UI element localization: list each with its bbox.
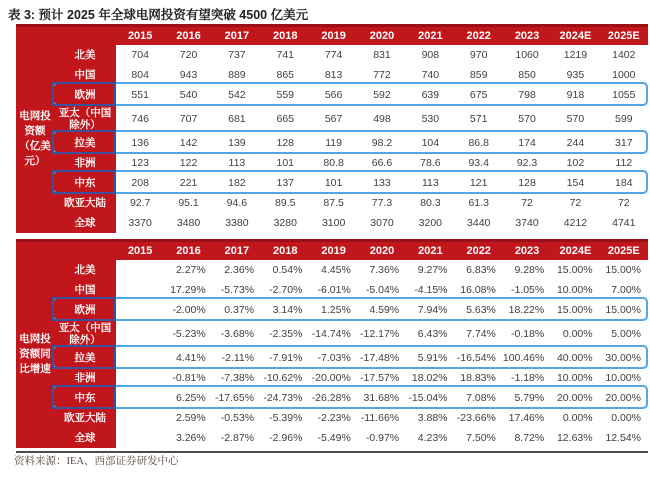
table-row <box>16 388 648 408</box>
table-row <box>16 320 648 348</box>
value-cell: 15.00% <box>551 300 599 320</box>
region-label: 非洲 <box>54 153 116 173</box>
value-cell: 113 <box>406 173 454 193</box>
value-cell: 707 <box>164 105 212 133</box>
year-column-header: 2017 <box>213 26 261 46</box>
value-cell: 77.3 <box>358 193 406 213</box>
value-cell: 704 <box>116 45 164 65</box>
value-cell: -14.74% <box>309 320 357 348</box>
value-cell: 66.6 <box>358 153 406 173</box>
yoy-growth-table <box>16 239 648 453</box>
value-cell: 935 <box>551 65 599 85</box>
value-cell: 113 <box>213 153 261 173</box>
header-corner <box>16 26 116 46</box>
value-cell: 7.94% <box>406 300 454 320</box>
value-cell: -12.17% <box>358 320 406 348</box>
value-cell: 3740 <box>503 213 551 233</box>
value-cell: 4.59% <box>358 300 406 320</box>
region-label: 拉美 <box>54 133 116 153</box>
region-label: 亚太（中国除外） <box>54 105 116 133</box>
table-row <box>16 153 648 173</box>
value-cell: 80.3 <box>406 193 454 213</box>
value-cell: 3.14% <box>261 300 309 320</box>
value-cell: 737 <box>213 45 261 65</box>
year-column-header: 2025E <box>600 26 648 46</box>
tables-area <box>16 24 648 459</box>
value-cell: 93.4 <box>455 153 503 173</box>
region-label: 全球 <box>54 213 116 233</box>
value-cell: -5.73% <box>213 280 261 300</box>
value-cell: 10.00% <box>551 368 599 388</box>
value-cell: 865 <box>261 65 309 85</box>
value-cell: 5.00% <box>600 320 648 348</box>
region-label: 欧亚大陆 <box>54 408 116 428</box>
value-cell: -7.03% <box>309 348 357 368</box>
value-cell: 741 <box>261 45 309 65</box>
value-cell: 918 <box>551 85 599 105</box>
value-cell: -0.97% <box>358 428 406 448</box>
region-label: 非洲 <box>54 368 116 388</box>
value-cell: 72 <box>503 193 551 213</box>
value-cell: 889 <box>213 65 261 85</box>
value-cell: 6.25% <box>164 388 212 408</box>
year-column-header: 2024E <box>551 241 599 261</box>
table-row <box>16 65 648 85</box>
year-column-header: 2023 <box>503 26 551 46</box>
value-cell <box>116 260 164 280</box>
value-cell: 101 <box>309 173 357 193</box>
year-column-header: 2019 <box>309 26 357 46</box>
value-cell: 139 <box>213 133 261 153</box>
value-cell: 40.00% <box>551 348 599 368</box>
year-column-header: 2024E <box>551 26 599 46</box>
table-row <box>16 45 648 65</box>
value-cell: -16.54% <box>455 348 503 368</box>
region-label: 北美 <box>54 260 116 280</box>
year-column-header: 2016 <box>164 241 212 261</box>
value-cell: 681 <box>213 105 261 133</box>
value-cell: -17.65% <box>213 388 261 408</box>
table-row <box>16 408 648 428</box>
value-cell: 9.27% <box>406 260 454 280</box>
value-cell: 5.79% <box>503 388 551 408</box>
value-cell: 908 <box>406 45 454 65</box>
value-cell: -7.91% <box>261 348 309 368</box>
value-cell: 943 <box>164 65 212 85</box>
value-cell: 10.00% <box>600 368 648 388</box>
value-cell: 831 <box>358 45 406 65</box>
value-cell: -5.39% <box>261 408 309 428</box>
value-cell: 570 <box>551 105 599 133</box>
value-cell: 2.59% <box>164 408 212 428</box>
value-cell: 15.00% <box>551 260 599 280</box>
value-cell: -2.11% <box>213 348 261 368</box>
region-label: 中国 <box>54 65 116 85</box>
year-column-header: 2020 <box>358 26 406 46</box>
value-cell: -17.57% <box>358 368 406 388</box>
table-row <box>16 260 648 280</box>
value-cell: -1.05% <box>503 280 551 300</box>
value-cell: 244 <box>551 133 599 153</box>
value-cell: 6.43% <box>406 320 454 348</box>
value-cell: 174 <box>503 133 551 153</box>
value-cell: 774 <box>309 45 357 65</box>
value-cell: 128 <box>503 173 551 193</box>
year-column-header: 2015 <box>116 241 164 261</box>
table-row <box>16 173 648 193</box>
value-cell: 102 <box>551 153 599 173</box>
value-cell: -4.15% <box>406 280 454 300</box>
year-column-header: 2018 <box>261 241 309 261</box>
value-cell: 104 <box>406 133 454 153</box>
value-cell: 142 <box>164 133 212 153</box>
value-cell: 3100 <box>309 213 357 233</box>
value-cell: 112 <box>600 153 648 173</box>
value-cell: 5.63% <box>455 300 503 320</box>
value-cell: 89.5 <box>261 193 309 213</box>
year-column-header: 2016 <box>164 26 212 46</box>
value-cell: 72 <box>600 193 648 213</box>
value-cell: 4.41% <box>164 348 212 368</box>
value-cell: -17.48% <box>358 348 406 368</box>
value-cell: -2.96% <box>261 428 309 448</box>
value-cell: -2.00% <box>164 300 212 320</box>
region-label: 欧洲 <box>54 85 116 105</box>
table-row <box>16 368 648 388</box>
value-cell: 4.45% <box>309 260 357 280</box>
value-cell: 850 <box>503 65 551 85</box>
table-row <box>16 133 648 153</box>
region-label: 亚太（中国除外） <box>54 320 116 348</box>
value-cell: 570 <box>503 105 551 133</box>
table-row <box>16 300 648 320</box>
value-cell: 80.8 <box>309 153 357 173</box>
value-cell: -5.04% <box>358 280 406 300</box>
value-cell: 4212 <box>551 213 599 233</box>
region-label: 中东 <box>54 173 116 193</box>
year-column-header: 2017 <box>213 241 261 261</box>
value-cell: 1402 <box>600 45 648 65</box>
value-cell: -3.68% <box>213 320 261 348</box>
value-cell: 804 <box>116 65 164 85</box>
year-column-header: 2019 <box>309 241 357 261</box>
value-cell: 31.68% <box>358 388 406 408</box>
header-corner <box>16 241 116 261</box>
value-cell: 61.3 <box>455 193 503 213</box>
value-cell: 221 <box>164 173 212 193</box>
value-cell: -2.70% <box>261 280 309 300</box>
value-cell: -0.53% <box>213 408 261 428</box>
value-cell: 772 <box>358 65 406 85</box>
value-cell: 746 <box>116 105 164 133</box>
value-cell: -23.66% <box>455 408 503 428</box>
table-row <box>16 105 648 133</box>
value-cell: 1000 <box>600 65 648 85</box>
year-column-header: 2021 <box>406 241 454 261</box>
value-cell: -2.87% <box>213 428 261 448</box>
value-cell: 5.91% <box>406 348 454 368</box>
value-cell: -7.38% <box>213 368 261 388</box>
value-cell: 599 <box>600 105 648 133</box>
year-column-header: 2020 <box>358 241 406 261</box>
value-cell: 16.08% <box>455 280 503 300</box>
value-cell: 0.00% <box>600 408 648 428</box>
group-label: 电网投资额同比增速 <box>16 260 54 448</box>
value-cell: 119 <box>309 133 357 153</box>
value-cell: 17.29% <box>164 280 212 300</box>
value-cell: 98.2 <box>358 133 406 153</box>
value-cell: 859 <box>455 65 503 85</box>
value-cell: 3370 <box>116 213 164 233</box>
value-cell: -2.23% <box>309 408 357 428</box>
year-column-header: 2022 <box>455 241 503 261</box>
value-cell: -24.73% <box>261 388 309 408</box>
value-cell: 184 <box>600 173 648 193</box>
value-cell: 665 <box>261 105 309 133</box>
value-cell: 9.28% <box>503 260 551 280</box>
value-cell: -0.81% <box>164 368 212 388</box>
value-cell: 720 <box>164 45 212 65</box>
table-caption: 表 3: 预计 2025 年全球电网投资有望突破 4500 亿美元 <box>8 8 309 22</box>
value-cell: 18.83% <box>455 368 503 388</box>
value-cell: 20.00% <box>551 388 599 408</box>
value-cell: 2.27% <box>164 260 212 280</box>
value-cell: 8.72% <box>503 428 551 448</box>
investment-amount-table-grid <box>16 24 648 233</box>
value-cell: 133 <box>358 173 406 193</box>
value-cell: 813 <box>309 65 357 85</box>
value-cell: -1.18% <box>503 368 551 388</box>
value-cell: 639 <box>406 85 454 105</box>
value-cell: 7.08% <box>455 388 503 408</box>
value-cell: 94.6 <box>213 193 261 213</box>
value-cell: 551 <box>116 85 164 105</box>
value-cell: 10.00% <box>551 280 599 300</box>
value-cell: 3480 <box>164 213 212 233</box>
value-cell: 566 <box>309 85 357 105</box>
value-cell: 17.46% <box>503 408 551 428</box>
value-cell: 7.50% <box>455 428 503 448</box>
value-cell: 0.37% <box>213 300 261 320</box>
value-cell: -11.66% <box>358 408 406 428</box>
value-cell: 12.63% <box>551 428 599 448</box>
value-cell: 559 <box>261 85 309 105</box>
region-label: 欧亚大陆 <box>54 193 116 213</box>
value-cell <box>116 280 164 300</box>
value-cell: 7.36% <box>358 260 406 280</box>
value-cell: 798 <box>503 85 551 105</box>
value-cell: -6.01% <box>309 280 357 300</box>
value-cell: 970 <box>455 45 503 65</box>
value-cell: 3280 <box>261 213 309 233</box>
region-label: 全球 <box>54 428 116 448</box>
value-cell: 540 <box>164 85 212 105</box>
region-label: 北美 <box>54 45 116 65</box>
value-cell: 92.3 <box>503 153 551 173</box>
value-cell: 498 <box>358 105 406 133</box>
value-cell: 0.54% <box>261 260 309 280</box>
value-cell: -5.23% <box>164 320 212 348</box>
investment-amount-table <box>16 24 648 233</box>
value-cell: 18.02% <box>406 368 454 388</box>
value-cell: 542 <box>213 85 261 105</box>
value-cell: 95.1 <box>164 193 212 213</box>
value-cell: 3070 <box>358 213 406 233</box>
value-cell: 3200 <box>406 213 454 233</box>
value-cell: 3380 <box>213 213 261 233</box>
table-row <box>16 85 648 105</box>
value-cell: 3440 <box>455 213 503 233</box>
value-cell: 1.25% <box>309 300 357 320</box>
value-cell: 208 <box>116 173 164 193</box>
table-row <box>16 193 648 213</box>
value-cell: 18.22% <box>503 300 551 320</box>
value-cell: 78.6 <box>406 153 454 173</box>
year-column-header: 2022 <box>455 26 503 46</box>
value-cell: 92.7 <box>116 193 164 213</box>
value-cell: 12.54% <box>600 428 648 448</box>
value-cell: 1060 <box>503 45 551 65</box>
group-label: 电网投资额（亿美元） <box>16 45 54 233</box>
year-column-header: 2015 <box>116 26 164 46</box>
value-cell: 530 <box>406 105 454 133</box>
value-cell <box>116 368 164 388</box>
value-cell: 2.36% <box>213 260 261 280</box>
region-label: 中东 <box>54 388 116 408</box>
value-cell: 30.00% <box>600 348 648 368</box>
value-cell <box>116 408 164 428</box>
value-cell: 101 <box>261 153 309 173</box>
value-cell: 7.74% <box>455 320 503 348</box>
yoy-growth-table-grid <box>16 239 648 448</box>
value-cell: 3.26% <box>164 428 212 448</box>
value-cell <box>116 320 164 348</box>
value-cell: 3.88% <box>406 408 454 428</box>
value-cell: 15.00% <box>600 300 648 320</box>
value-cell: 137 <box>261 173 309 193</box>
value-cell: 122 <box>164 153 212 173</box>
region-label: 欧洲 <box>54 300 116 320</box>
value-cell: -5.49% <box>309 428 357 448</box>
value-cell: -2.35% <box>261 320 309 348</box>
value-cell <box>116 428 164 448</box>
value-cell: 1055 <box>600 85 648 105</box>
value-cell: 182 <box>213 173 261 193</box>
value-cell: 7.00% <box>600 280 648 300</box>
value-cell: -10.62% <box>261 368 309 388</box>
year-column-header: 2025E <box>600 241 648 261</box>
value-cell: 592 <box>358 85 406 105</box>
value-cell: 87.5 <box>309 193 357 213</box>
value-cell: 675 <box>455 85 503 105</box>
value-cell: 121 <box>455 173 503 193</box>
value-cell: 4741 <box>600 213 648 233</box>
value-cell: 4.23% <box>406 428 454 448</box>
value-cell: 154 <box>551 173 599 193</box>
source-note: 资料来源：IEA、西部证券研发中心 <box>14 456 179 467</box>
value-cell: 15.00% <box>600 260 648 280</box>
year-column-header: 2021 <box>406 26 454 46</box>
table-row <box>16 280 648 300</box>
value-cell <box>116 300 164 320</box>
value-cell: -20.00% <box>309 368 357 388</box>
value-cell: 6.83% <box>455 260 503 280</box>
value-cell: 20.00% <box>600 388 648 408</box>
value-cell: 740 <box>406 65 454 85</box>
value-cell: 0.00% <box>551 320 599 348</box>
table-row <box>16 213 648 233</box>
value-cell <box>116 388 164 408</box>
value-cell: 100.46% <box>503 348 551 368</box>
year-column-header: 2018 <box>261 26 309 46</box>
year-column-header: 2023 <box>503 241 551 261</box>
value-cell: 123 <box>116 153 164 173</box>
value-cell: -15.04% <box>406 388 454 408</box>
region-label: 中国 <box>54 280 116 300</box>
value-cell: -0.18% <box>503 320 551 348</box>
value-cell: 128 <box>261 133 309 153</box>
value-cell <box>116 348 164 368</box>
value-cell: -26.28% <box>309 388 357 408</box>
value-cell: 136 <box>116 133 164 153</box>
region-label: 拉美 <box>54 348 116 368</box>
value-cell: 567 <box>309 105 357 133</box>
value-cell: 86.8 <box>455 133 503 153</box>
value-cell: 571 <box>455 105 503 133</box>
table-row <box>16 428 648 448</box>
table-row <box>16 348 648 368</box>
value-cell: 0.00% <box>551 408 599 428</box>
value-cell: 317 <box>600 133 648 153</box>
value-cell: 72 <box>551 193 599 213</box>
value-cell: 1219 <box>551 45 599 65</box>
